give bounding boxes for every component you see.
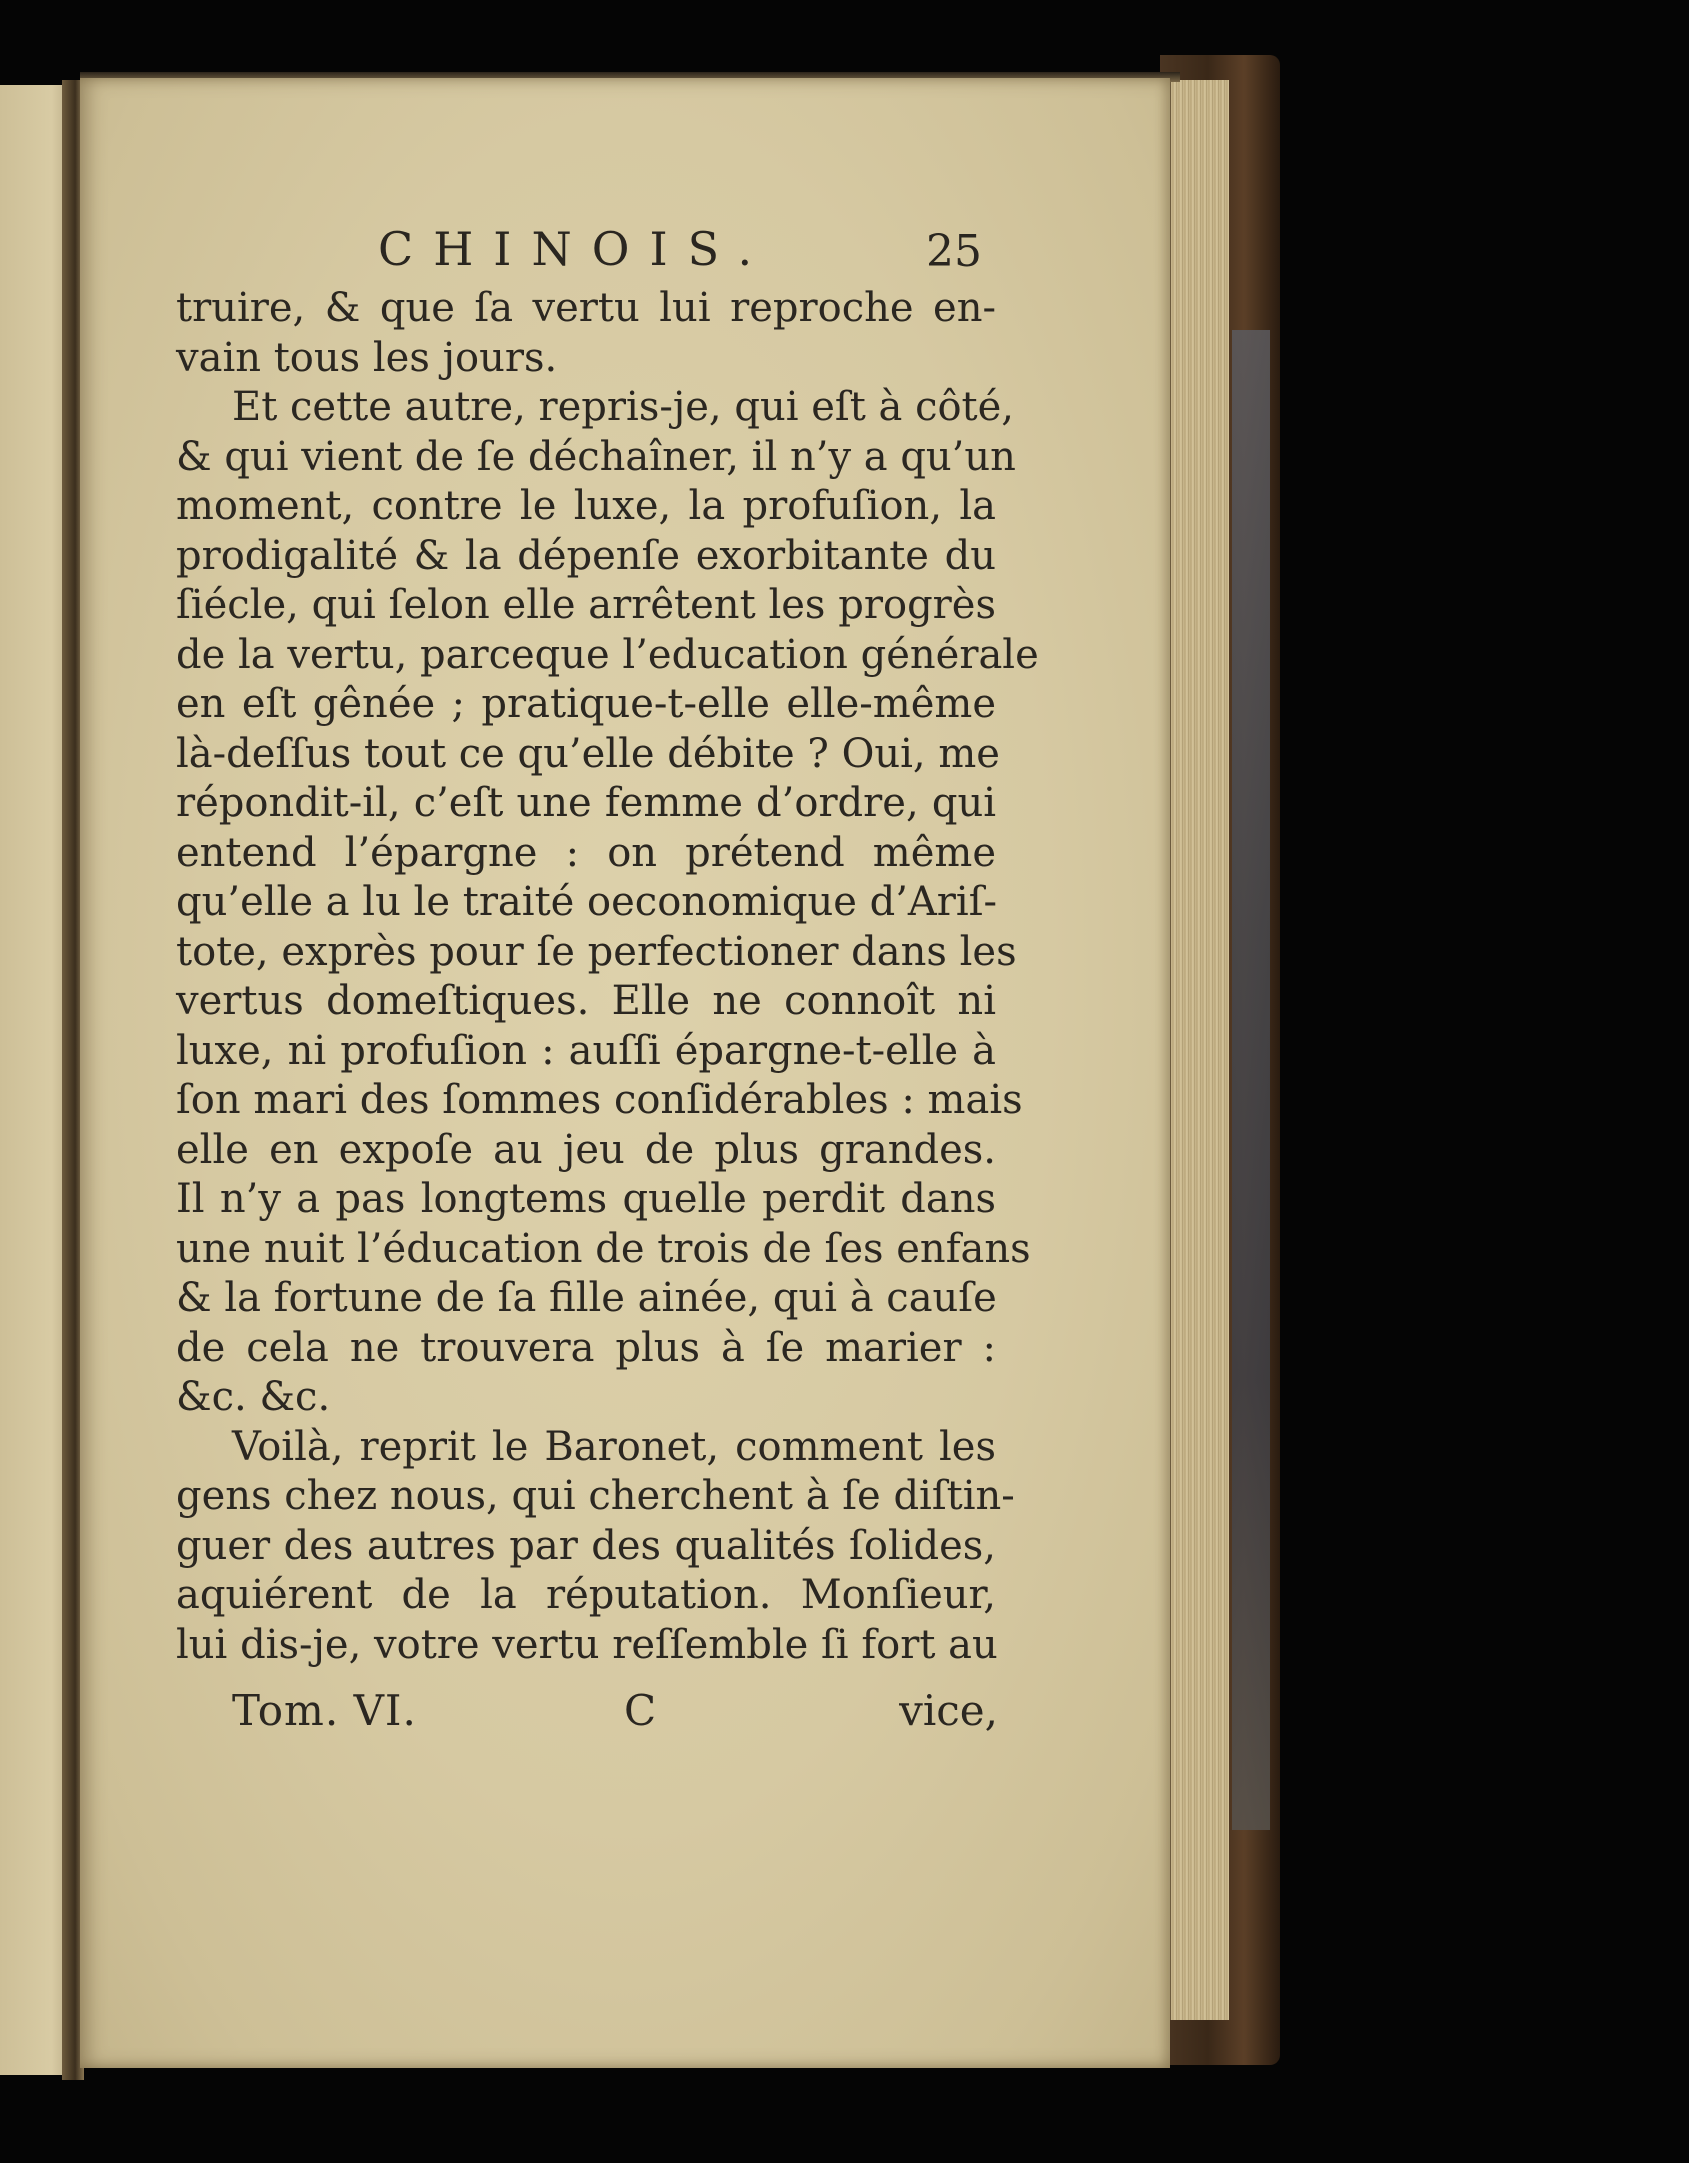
text-line: vain tous les jours. bbox=[176, 334, 558, 381]
text-line: qu’elle a lu le traité oeconomique d’Ariſ- bbox=[176, 879, 998, 925]
text-line: guer des autres par des qualités ſolides, bbox=[176, 1522, 996, 1569]
text-line: lui dis-je, votre vertu reſſemble ſi fort au bbox=[176, 1621, 998, 1668]
text-line: répondit-il, c’eſt une femme d’ordre, qui bbox=[176, 780, 996, 826]
text-line: Voilà, reprit le Baronet, comment les bbox=[232, 1423, 996, 1470]
text-line: en eſt gênée ; pratique-t-elle elle-même bbox=[176, 681, 996, 727]
page-header bbox=[378, 222, 982, 282]
text-line: entend l’épargne : on prétend même bbox=[176, 829, 996, 876]
text-line: de cela ne trouvera plus à ſe marier : bbox=[176, 1324, 996, 1371]
signature-mark: C bbox=[624, 1686, 657, 1735]
text-line: de la vertu, parceque l’education générale bbox=[176, 631, 1039, 678]
running-head: CHINOIS. bbox=[378, 222, 773, 276]
text-line: Et cette autre, repris-je, qui eſt à côté, bbox=[232, 384, 1015, 430]
text-line: tote, exprès pour ſe perfectioner dans les bbox=[176, 928, 1017, 975]
text-line: & la fortune de ſa fille ainée, qui à cauſe bbox=[176, 1275, 997, 1321]
body-text bbox=[176, 284, 1039, 1670]
text-line: gens chez nous, qui cherchent à ſe diſtin- bbox=[176, 1473, 1015, 1519]
page-footer bbox=[232, 1686, 998, 1736]
text-line: & qui vient de ſe déchaîner, il n’y a qu’un bbox=[176, 433, 1016, 480]
text-line: aquiérent de la réputation. Monſieur, bbox=[176, 1572, 996, 1618]
volume-label: Tom. VI. bbox=[232, 1686, 417, 1735]
page-number: 25 bbox=[926, 226, 982, 277]
text-line: ſon mari des ſommes conſidérables : mais bbox=[176, 1077, 1023, 1123]
text-line: vertus domeſtiques. Elle ne connoît ni bbox=[176, 978, 996, 1024]
text-line: truire, & que ſa vertu lui reproche en- bbox=[176, 285, 996, 331]
text-line: Il n’y a pas longtems quelle perdit dans bbox=[176, 1176, 996, 1222]
text-line: ſiécle, qui ſelon elle arrêtent les progrès bbox=[176, 582, 996, 628]
text-line: elle en expoſe au jeu de plus grandes. bbox=[176, 1126, 996, 1173]
catchword: vice, bbox=[899, 1686, 998, 1735]
text-line: prodigalité & la dépenſe exorbitante du bbox=[176, 532, 996, 579]
cover-spine-strip bbox=[1232, 330, 1270, 1830]
text-line: une nuit l’éducation de trois de ſes enfans bbox=[176, 1225, 1031, 1272]
text-line: moment, contre le luxe, la profuſion, la bbox=[176, 483, 996, 529]
text-line: luxe, ni profuſion : auſſi épargne-t-elle à bbox=[176, 1027, 996, 1074]
text-line: &c. &c. bbox=[176, 1374, 331, 1420]
page-edges bbox=[1168, 80, 1229, 2020]
text-line: là-deſſus tout ce qu’elle débite ? Oui, me bbox=[176, 730, 1000, 777]
